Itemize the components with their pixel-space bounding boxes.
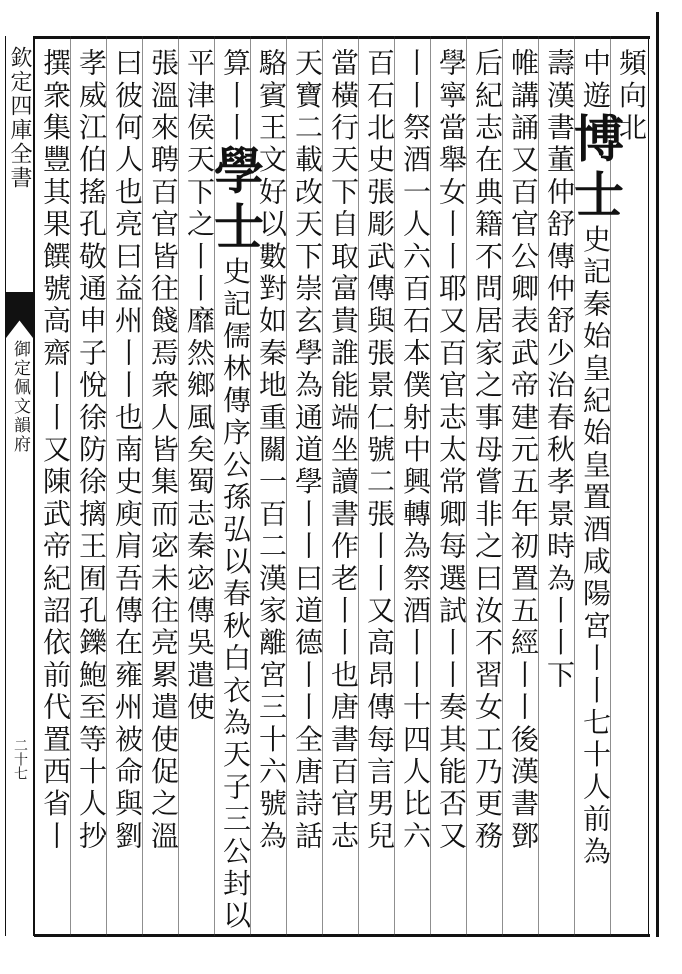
column-text: 頻向北: [615, 48, 648, 145]
text-column-15: [109, 48, 145, 928]
text-column-3: [541, 48, 577, 928]
text-column-8: [361, 48, 397, 928]
frame-right-border: [656, 12, 659, 937]
column-text: 當橫行天下自取富貴誰能端坐讀書作老丨丨也唐書百官志: [327, 48, 360, 853]
column-text: 張溫來聘百官皆往餞焉衆人皆集而宓未往亮累遣使促之溫: [147, 48, 180, 853]
column-text: 駱賓王文好以數對如秦地重關一百二漢家離宮三十六號為: [255, 48, 288, 853]
column-text: 中遊: [579, 48, 612, 113]
column-text: 丨丨祭酒一人六百石本僕射中興轉為祭酒丨丨十四人比六: [399, 48, 432, 853]
column-text: 孝威江伯搖孔敬通申子悅徐防徐摛王囿孔鑠鮑至等十人抄: [75, 48, 108, 853]
text-column-5: [469, 48, 505, 928]
column-text: 壽漢書董仲舒傳仲舒少治春秋孝景時為丨丨下: [543, 48, 576, 692]
column-text: 史記秦始皇紀始皇置酒咸陽宮丨丨七十人前為: [579, 224, 612, 869]
text-column-17: [37, 48, 73, 928]
column-text: 撰衆集豐其果饌號高齋丨丨又陳武帝紀詔依前代置西省丨: [39, 48, 72, 853]
column-text: 百石北史張彫武傳與張景仁號二張丨丨又高昂傳每言男兒: [363, 48, 396, 853]
text-column-4: [505, 48, 541, 928]
frame-bottom-border: [34, 934, 650, 937]
fishtail-mark: [6, 292, 33, 338]
headword: 博士: [566, 112, 625, 225]
column-text: 算丨丨: [219, 48, 252, 145]
text-column-6: [433, 48, 469, 928]
text-column-12: [206, 48, 265, 933]
column-text: 平津侯天下之丨丨靡然鄉風矣蜀志秦宓傳吳遣使: [183, 48, 216, 725]
page-number: 二十七: [12, 738, 28, 780]
text-column-14: [145, 48, 181, 928]
column-text: 后紀志在典籍不問居家之事母嘗非之曰汝不習女工乃更務: [471, 48, 504, 853]
column-text: 帷講誦又百官公卿表武帝建元五年初置五經丨丨後漢書鄧: [507, 48, 540, 853]
text-column-2: [566, 48, 625, 928]
frame-top-border: [34, 36, 650, 39]
text-column-7: [397, 48, 433, 928]
margin-title: 欽定四庫全書: [7, 46, 32, 190]
text-column-16: [73, 48, 109, 928]
text-column-13: [181, 48, 217, 928]
headword: 學士: [206, 144, 265, 257]
margin-divider: [33, 36, 35, 936]
text-column-9: [325, 48, 361, 928]
margin-book-title: 御定佩文韻府: [10, 340, 30, 454]
text-column-10: [289, 48, 325, 928]
column-text: 史記儒林傳序公孫弘以春秋白衣為天子三公封以: [219, 256, 252, 933]
column-text: 天寶二載改天下崇玄學為通道學丨丨曰道德丨丨全唐詩話: [291, 48, 324, 853]
column-text: 曰彼何人也亮曰益州丨丨也南史庾肩吾傳在雍州被命與劉: [111, 48, 144, 853]
column-text: 學寧當舉女丨丨耶又百官志太常卿每選試丨丨奏其能否又: [435, 48, 468, 853]
